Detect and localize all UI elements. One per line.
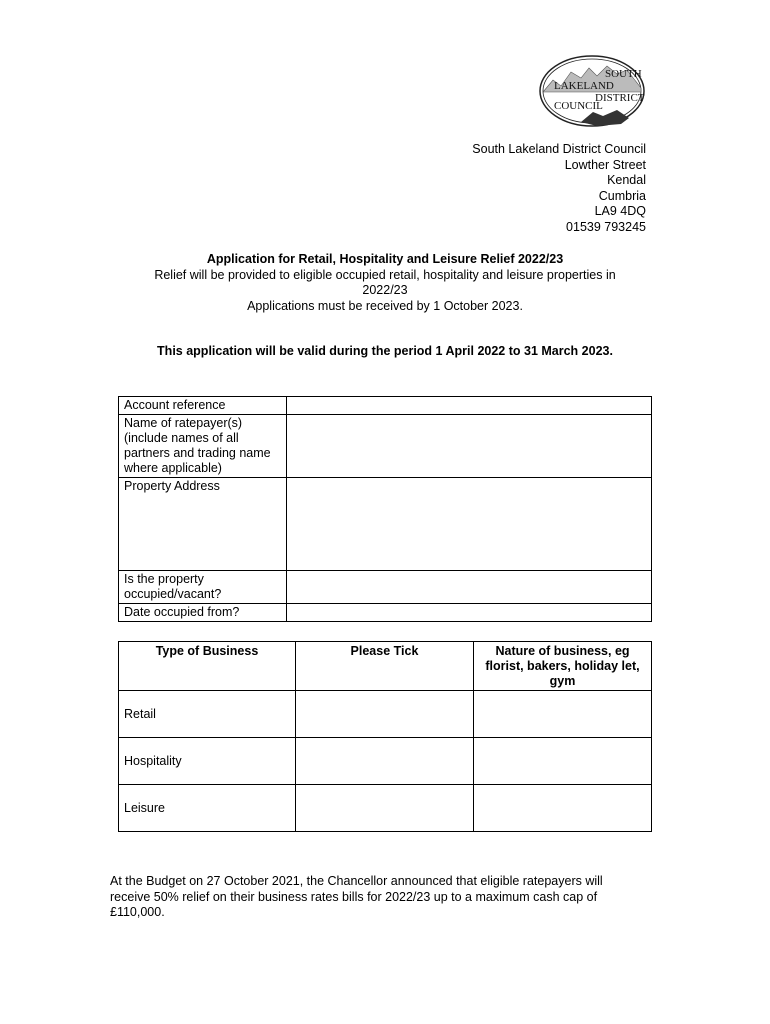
address-line: Kendal	[607, 173, 646, 188]
paragraph-line: receive 50% relief on their business rates bills for 2022/23 up to a maximum cash cap of	[110, 889, 598, 904]
header-line: florist, bakers, holiday let,	[485, 659, 640, 673]
nature-cell-leisure[interactable]	[474, 785, 652, 832]
deadline-text: Applications must be received by 1 October 2023.	[247, 298, 523, 313]
form-heading	[110, 252, 660, 314]
label-line: Name of ratepayer(s)	[124, 416, 243, 430]
account-reference-field[interactable]	[287, 397, 652, 415]
date-occupied-field[interactable]	[287, 604, 652, 622]
address-line: Lowther Street	[564, 157, 646, 172]
account-reference-label: Account reference	[119, 397, 287, 415]
occupied-vacant-label	[119, 571, 287, 604]
table-row	[119, 571, 652, 604]
address-line: South Lakeland District Council	[472, 142, 646, 156]
logo-text-lakeland: LAKELAND	[554, 80, 614, 92]
council-logo	[537, 52, 647, 130]
ratepayer-label	[119, 415, 287, 478]
council-address	[380, 142, 646, 236]
table-row	[119, 691, 652, 738]
heading-line: 2022/23	[362, 283, 408, 297]
logo-text-council: COUNCIL	[554, 100, 603, 112]
paragraph-line: At the Budget on 27 October 2021, the Chancellor announced that eligible ratepayers will	[110, 874, 603, 888]
logo-text-district: DISTRICT	[595, 92, 645, 104]
table-row	[119, 415, 652, 478]
details-table	[118, 396, 652, 622]
table-row	[119, 785, 652, 832]
business-type-table	[118, 641, 652, 832]
business-type-leisure: Leisure	[119, 785, 296, 832]
header-line: gym	[549, 674, 576, 688]
business-type-retail: Retail	[119, 691, 296, 738]
budget-paragraph	[110, 874, 670, 921]
table-row	[119, 478, 652, 571]
heading-line: Relief will be provided to eligible occupied retail, hospitality and leisure properties in	[154, 267, 616, 282]
paragraph-line: £110,000.	[110, 905, 165, 920]
logo-text-south: SOUTH	[605, 68, 642, 80]
label-line: occupied/vacant?	[124, 587, 222, 601]
table-row	[119, 604, 652, 622]
label-line: Is the property	[124, 572, 204, 586]
address-line: Cumbria	[598, 188, 646, 203]
column-header-type: Type of Business	[119, 642, 296, 691]
table-row	[119, 397, 652, 415]
column-header-tick: Please Tick	[296, 642, 474, 691]
property-address-label: Property Address	[119, 478, 287, 571]
nature-cell-retail[interactable]	[474, 691, 652, 738]
form-title: Application for Retail, Hospitality and Leisure Relief 2022/23	[206, 252, 564, 266]
tick-cell-leisure[interactable]	[296, 785, 474, 832]
date-occupied-label: Date occupied from?	[119, 604, 287, 622]
nature-cell-hospitality[interactable]	[474, 738, 652, 785]
table-row	[119, 738, 652, 785]
table-header-row	[119, 642, 652, 691]
property-address-field[interactable]	[287, 478, 652, 571]
address-line: LA9 4DQ	[594, 204, 646, 219]
column-header-nature	[474, 642, 652, 691]
occupied-vacant-field[interactable]	[287, 571, 652, 604]
business-type-hospitality: Hospitality	[119, 738, 296, 785]
tick-cell-retail[interactable]	[296, 691, 474, 738]
validity-statement: This application will be valid during the period 1 April 2022 to 31 March 2023.	[157, 344, 613, 358]
label-line: where applicable)	[124, 461, 222, 475]
label-line: partners and trading name	[124, 446, 271, 460]
phone-number: 01539 793245	[566, 219, 646, 234]
label-line: (include names of all	[124, 431, 239, 445]
ratepayer-field[interactable]	[287, 415, 652, 478]
header-line: Nature of business, eg	[495, 644, 630, 658]
tick-cell-hospitality[interactable]	[296, 738, 474, 785]
